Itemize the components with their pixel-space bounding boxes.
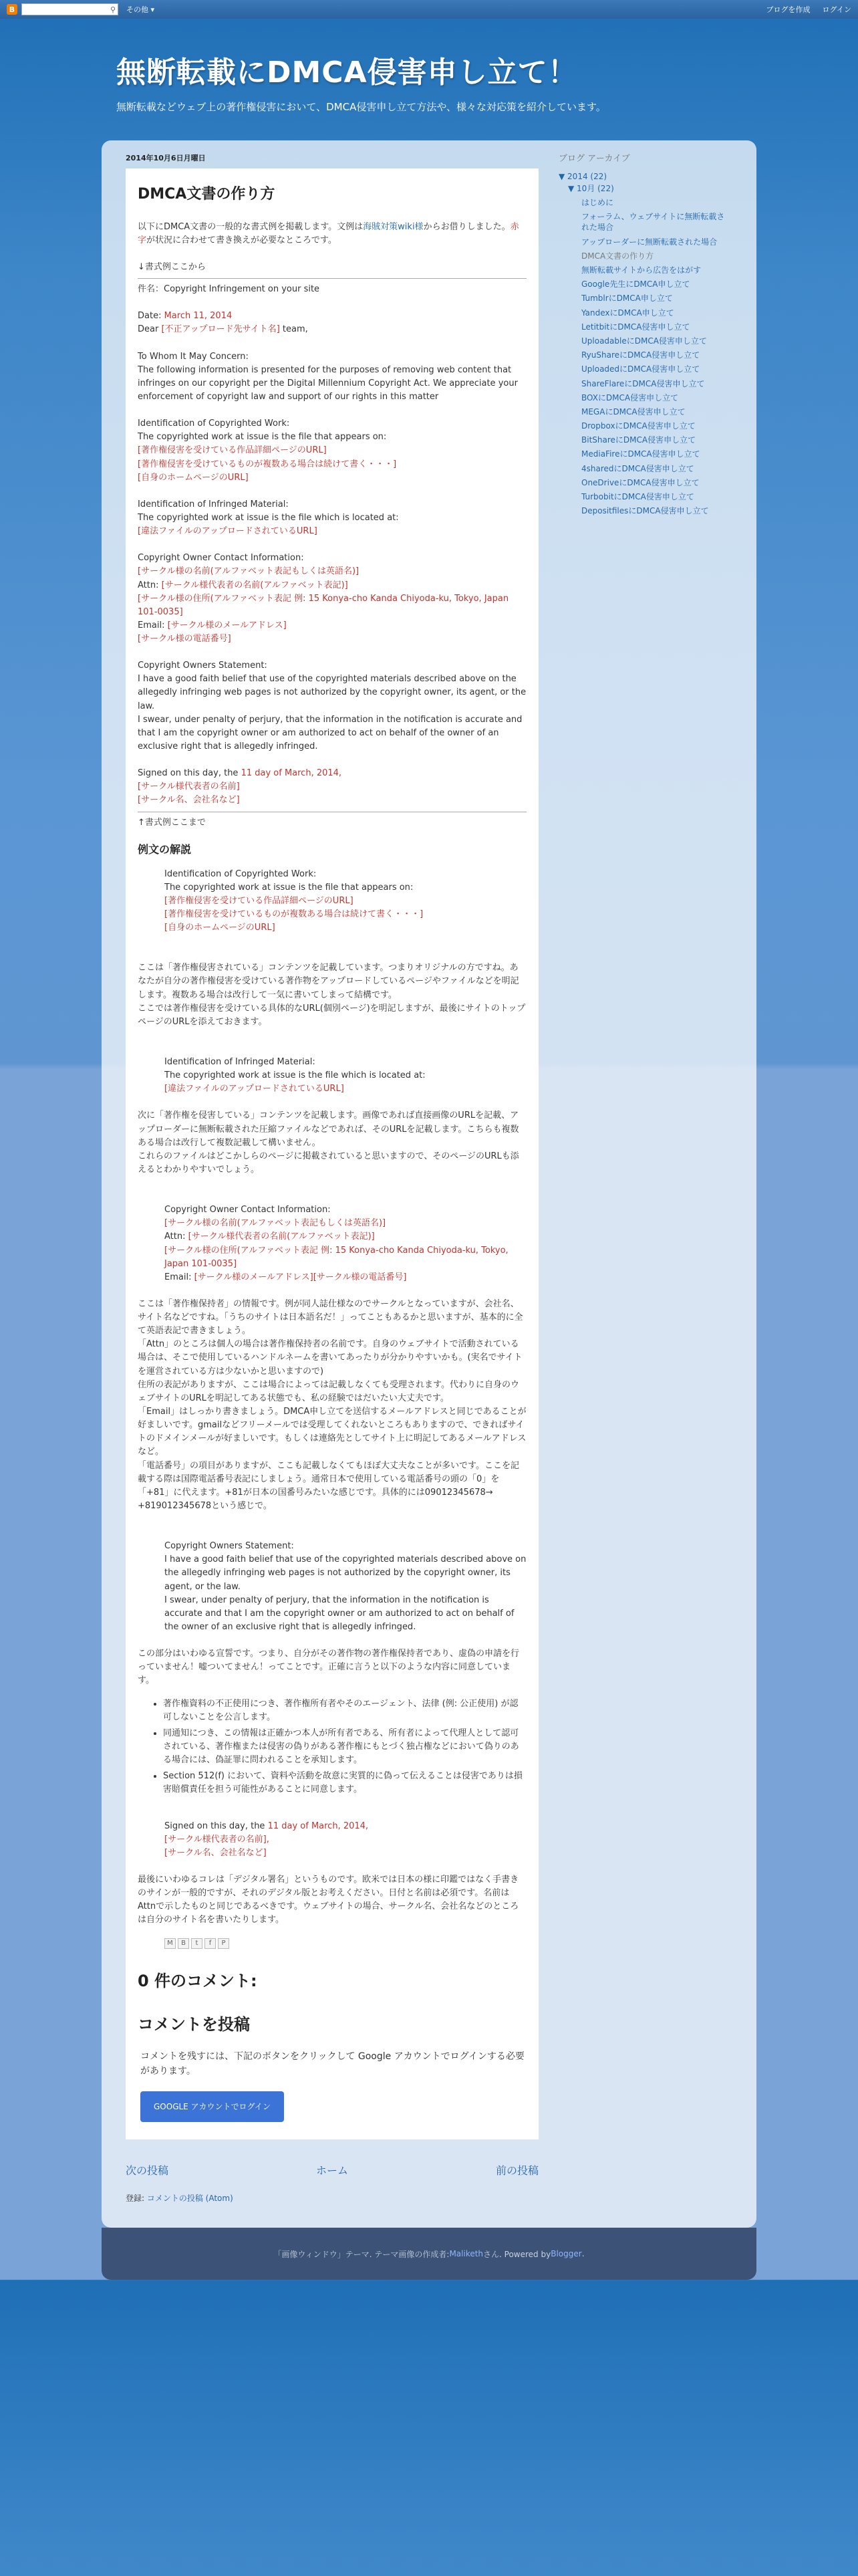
quote-placeholder: [サークル様の名前(アルファベット表記もしくは英語名)] bbox=[164, 1218, 386, 1229]
post-body bbox=[126, 168, 539, 2140]
explanation-3: ここは「著作権保持者」の情報です。例が同人誌仕様なのでサークルとなっていますが、会社名、サイト名などですね。「うちのサイトは日本語名だ！」ってこともあるかと思いますが、基本的に全て英語表記で書きましょう。 bbox=[138, 1298, 523, 1336]
login-link[interactable]: ログイン bbox=[822, 5, 851, 14]
archive-post-link[interactable]: アップローダーに無断転載された場合 bbox=[581, 237, 718, 247]
post-title[interactable]: DMCA文書の作り方 bbox=[138, 185, 275, 203]
quote-block-5 bbox=[164, 1820, 527, 1860]
letter-attn: Attn: [サークル様代表者の名前(アルファベット表記)] bbox=[138, 580, 348, 590]
quote-text: Copyright Owners Statement: bbox=[164, 1541, 294, 1552]
sidebar bbox=[559, 152, 732, 2140]
blog-title[interactable]: 無断転載にDMCA侵害申し立て！ bbox=[116, 55, 578, 90]
blog-header bbox=[102, 56, 756, 114]
quote-placeholder: [サークル様の住所(アルファベット表記 例: 15 Konya-cho Kanda Chiyoda-ku, Tokyo, Japan 101-0035] bbox=[164, 1245, 509, 1269]
letter-email: Email: [サークル様のメールアドレス] bbox=[138, 620, 287, 630]
comments-count-heading: 0 件のコメント: bbox=[138, 1971, 257, 1990]
letter-icw-r3: [自身のホームページのURL] bbox=[138, 472, 249, 483]
archive-post-link[interactable]: はじめに bbox=[581, 198, 614, 208]
next-post-link[interactable]: 次の投稿 bbox=[126, 2164, 169, 2178]
content-outer bbox=[102, 140, 756, 2228]
explanation-3b: 「Attn」のところは個人の場合は著作権保持者の名前です。自身のウェブサイトで活動されている場合は、そこで使用しているハンドルネームを書いてあったりが分かりやすいかも。(実名でサイトを運営されている方は少ないかと思いますので) bbox=[138, 1339, 523, 1377]
archive-year-toggle[interactable]: ▼ 2014 (22) bbox=[559, 172, 607, 182]
quote-placeholder: [自身のホームページのURL] bbox=[164, 923, 275, 933]
explanation-2: 次に「著作権を侵害している」コンテンツを記載します。画像であれば直接画像のURLを記載、アップローダーに無断転載された圧縮ファイルなどであれば、そのURLを記載します。こちらも複数ある場合は改行して複数記載して構いません。 bbox=[138, 1110, 519, 1148]
letter-coci: Copyright Owner Contact Information: bbox=[138, 553, 304, 564]
blogger-logo-icon[interactable]: B bbox=[7, 4, 17, 15]
letter-date: Date: March 11, 2014 bbox=[138, 311, 233, 322]
letter-icw-r2: [著作権侵害を受けているものが複数ある場合は続けて書く・・・] bbox=[138, 459, 397, 469]
letter-icw: Identification of Copyrighted Work: bbox=[138, 419, 290, 429]
explanation-1: ここは「著作権侵害されている」コンテンツを記載しています。つまりオリジナルの方ですね。あなたが自分の著作権侵害を受けている著作物をアップロードしているページやファイルなどを明記します。複数ある場合は改行して一気に書いてしまって結構です。 bbox=[138, 963, 519, 1000]
footer-text: . bbox=[581, 2249, 585, 2259]
explanation-1b: ここでは著作権侵害を受けている具体的なURL(個別ページ)を明記しますが、最後にサイトのトップページのURLを添えておきます。 bbox=[138, 1003, 526, 1027]
letter-iim: Identification of Infringed Material: bbox=[138, 499, 289, 509]
quote-text: Copyright Owner Contact Information: bbox=[164, 1205, 331, 1215]
quote-text: Identification of Infringed Material: bbox=[164, 1056, 315, 1067]
quote-text: Email: [サークル様のメールアドレス][サークル様の電話番号] bbox=[164, 1272, 407, 1282]
blogger-link[interactable]: Blogger bbox=[551, 2249, 582, 2259]
quote-text: The copyrighted work at issue is the file that appears on: bbox=[164, 882, 414, 893]
archive-post-link[interactable]: DropboxにDMCA侵害申し立て bbox=[581, 421, 696, 431]
main-column bbox=[126, 152, 539, 2140]
prev-post-link[interactable]: 前の投稿 bbox=[495, 2164, 539, 2178]
letter-coci-r1: [サークル様の名前(アルファベット表記もしくは英語名)] bbox=[138, 566, 360, 577]
archive-post-link[interactable]: 無断転載サイトから広告をはがす bbox=[581, 265, 702, 275]
quote-text: Identification of Copyrighted Work: bbox=[164, 868, 317, 879]
explanation-heading: 例文の解説 bbox=[138, 842, 192, 856]
letter-cos-body2: I swear, under penalty of perjury, that the information in the notification is accurate and that I am the copyright owner or am authorized to act on behalf of the owner of an exclusive right that is allegedly infringed. bbox=[138, 714, 523, 752]
archive-post-link[interactable]: YandexにDMCA申し立て bbox=[581, 308, 674, 318]
blog-pager bbox=[126, 2162, 539, 2178]
quote-placeholder: [サークル名、会社名など] bbox=[164, 1847, 267, 1858]
template-start-mark: ↓書式例ここから bbox=[138, 261, 206, 272]
quote-block-1 bbox=[164, 868, 527, 935]
quote-text: Signed on this day, the 11 day of March, 2014, bbox=[164, 1821, 369, 1831]
archive-post-link[interactable]: フォーラム、ウェブサイトに無断転載された場合 bbox=[581, 212, 725, 233]
archive-post-current: DMCA文書の作り方 bbox=[581, 251, 654, 261]
archive-post-link[interactable]: LetitbitにDMCA侵害申し立て bbox=[581, 322, 690, 332]
letter-addr: [サークル様の住所(アルファベット表記 例: 15 Konya-cho Kanda Chiyoda-ku, Tokyo, Japan 101-0035] bbox=[138, 593, 509, 617]
letter-whom: To Whom It May Concern: bbox=[138, 351, 249, 362]
footer bbox=[102, 2228, 756, 2280]
archive-post-link[interactable]: RyuShareにDMCA侵害申し立て bbox=[581, 350, 700, 360]
letter-subject: 件名：Copyright Infringement on your site bbox=[138, 284, 320, 295]
pinterest-share-icon[interactable]: P bbox=[218, 1938, 229, 1949]
archive-month-toggle[interactable]: ▼ 10月 (22) bbox=[568, 184, 614, 194]
explanation-2b: これらのファイルはどこかしらのページに掲載されていると思いますので、そのページのURLも添えるとわかりやすいでしょう。 bbox=[138, 1151, 519, 1175]
archive-post-link[interactable]: MEGAにDMCA侵害申し立て bbox=[581, 406, 686, 417]
letter-icw2: The copyrighted work at issue is the file that appears on: bbox=[138, 432, 387, 443]
quote-placeholder: [著作権侵害を受けているものが複数ある場合は続けて書く・・・] bbox=[164, 909, 424, 919]
archive-post-link[interactable]: UploadedにDMCA侵害申し立て bbox=[581, 364, 700, 374]
google-login-button[interactable]: GOOGLE アカウントでログイン bbox=[140, 2091, 284, 2123]
letter-iim2: The copyrighted work at issue is the file which is located at: bbox=[138, 512, 399, 523]
list-item: • 著作権資料の不正使用につき、著作権所有者やそのエージェント、法律 (例: 公正使用) が認可しないことを公言します。 bbox=[163, 1697, 527, 1724]
comment-login-message: コメントを残すには、下記のボタンをクリックして Google アカウントでログインする必要があります。 bbox=[140, 2051, 525, 2077]
feed-label: 登録: bbox=[126, 2194, 147, 2204]
archive-post-link[interactable]: BitShareにDMCA侵害申し立て bbox=[581, 435, 696, 445]
atom-feed-link[interactable]: コメントの投稿 (Atom) bbox=[146, 2194, 233, 2204]
home-link[interactable]: ホーム bbox=[315, 2164, 348, 2178]
archive-post-link[interactable]: UploadableにDMCA侵害申し立て bbox=[581, 336, 707, 346]
create-blog-link[interactable]: ブログを作成 bbox=[766, 5, 811, 14]
archive-post-link[interactable]: 4sharedにDMCA侵害申し立て bbox=[581, 463, 694, 473]
quote-text: The copyrighted work at issue is the file which is located at: bbox=[164, 1070, 426, 1081]
explanation-3d: 「Email」はしっかり書きましょう。DMCA申し立てを送信するメールアドレスと同じであることが好ましいです。gmailなどフリーメールでは受理してくれないところもありますので、できればサイトのドメインメールが好ましいです。もしくは連絡先としてサイト上に明記してあるメールアドレスなど。 bbox=[138, 1407, 527, 1457]
archive-post-link[interactable]: OneDriveにDMCA侵害申し立て bbox=[581, 477, 700, 487]
archive-post-list bbox=[581, 197, 732, 516]
footer-text: 「画像ウィンドウ」テーマ. テーマ画像の作成者: bbox=[273, 2249, 450, 2259]
archive-post-link[interactable]: MediaFireにDMCA侵害申し立て bbox=[581, 449, 700, 459]
letter-icw-r1: [著作権侵害を受けている作品詳細ページのURL] bbox=[138, 445, 327, 456]
navbar-search-input[interactable] bbox=[21, 3, 118, 15]
blogthis-share-icon[interactable]: B bbox=[178, 1938, 189, 1949]
letter-body1: The following information is presented for the purposes of removing web content that infringes on our copyright per the Digital Millennium Copyright Act. We appreciate your enforcement of copyright law and support of our rights in this matter bbox=[138, 364, 518, 402]
post-date-header: 2014年10月6日月曜日 bbox=[126, 153, 206, 162]
archive-post-link[interactable]: BOXにDMCA侵害申し立て bbox=[581, 392, 679, 402]
quote-block-4 bbox=[164, 1540, 527, 1634]
quote-block-3 bbox=[164, 1203, 527, 1284]
share-buttons bbox=[164, 1938, 527, 1949]
quote-text: I have a good faith belief that use of the copyrighted materials described above on the allegedly infringing web pages is not authorized by the copyright owner, its agent, or the law. bbox=[164, 1554, 527, 1592]
letter-signed: Signed on this day, the 11 day of March, 2014, bbox=[138, 768, 342, 779]
letter-cos-body: I have a good faith belief that use of the copyrighted materials described above on the allegedly infringing web pages is not authorized by the copyright owner, its agent, or the law. bbox=[138, 674, 527, 711]
list-item: • Section 512(f) において、資料や活動を故意に実質的に偽って伝えることは侵害でありは損害賠償責任を担う可能性があることに同意します。 bbox=[163, 1770, 527, 1796]
archive-post-link[interactable]: TurbobitにDMCA侵害申し立て bbox=[581, 492, 694, 502]
quote-text: I swear, under penalty of perjury, that the information in the notification is accurate and that I am the copyright owner or am authorized to act on behalf of the owner of an exclusive right that is allegedly infringed. bbox=[164, 1595, 515, 1633]
blog-description: 無断転載などウェブ上の著作権侵害において、DMCA侵害申し立て方法や、様々な対応策を紹介しています。 bbox=[116, 100, 606, 113]
letter-iim-r1: [違法ファイルのアップロードされているURL] bbox=[138, 526, 317, 537]
theme-author-link[interactable]: Maliketh bbox=[449, 2249, 484, 2259]
archive-post-link[interactable]: DepositfilesにDMCA侵害申し立て bbox=[581, 506, 709, 516]
letter-cos: Copyright Owners Statement: bbox=[138, 661, 267, 671]
quote-block-2 bbox=[164, 1056, 527, 1096]
blog-archive-heading: ブログ アーカイブ bbox=[559, 153, 630, 164]
explanation-3e: 「電話番号」の項目がありますが、ここも記載しなくてもほぼ大丈夫なことが多いです。ここを記載する際は国際電話番号表記にしましょう。通常日本で使用している電話番号の頭の「0」を「+81」に代えます。+81が日本の国番号みたいな感じです。具体的には09012345678→ +819012345678という感じで。 bbox=[138, 1460, 519, 1512]
archive-post-link[interactable]: ShareFlareにDMCA侵害申し立て bbox=[581, 378, 705, 388]
list-item: • 同通知につき、この情報は正確かつ本人が所有者である、所有者によって代理人として認可されている、著作権または侵害の偽りがある著作権にもとづく独占権などにおいて偽りのある場合には、偽証罪に問われることを承知します。 bbox=[163, 1727, 527, 1767]
letter-dear: Dear [不正アップロード先サイト名] team, bbox=[138, 324, 308, 335]
twitter-share-icon[interactable]: t bbox=[191, 1938, 202, 1949]
facebook-share-icon[interactable]: f bbox=[204, 1938, 216, 1949]
quote-placeholder: [サークル様代表者の名前], bbox=[164, 1834, 269, 1845]
footer-text: さん. Powered by bbox=[483, 2249, 551, 2259]
quote-text: Attn: [サークル様代表者の名前(アルファベット表記)] bbox=[164, 1232, 375, 1242]
feed-links bbox=[126, 2192, 756, 2228]
archive-post-link[interactable]: Google先生にDMCA申し立て bbox=[581, 279, 690, 289]
email-share-icon[interactable]: M bbox=[164, 1938, 176, 1949]
divider bbox=[138, 278, 527, 279]
template-end-mark: ↑書式例ここまで bbox=[138, 817, 206, 828]
letter-sig-r2: [サークル名、会社名など] bbox=[138, 795, 240, 806]
explanation-4: この部分はいわゆる宣誓です。つまり、自分がその著作物の著作権保持者であり、虚偽の申請を行っていません！嘘ついてません！ってことです。正確に言うと以下のような内容に同意しています。 bbox=[138, 1649, 519, 1686]
search-icon[interactable]: ⚲ bbox=[110, 5, 116, 14]
quote-placeholder: [著作権侵害を受けている作品詳細ページのURL] bbox=[164, 895, 353, 906]
blogger-navbar bbox=[0, 0, 858, 19]
explanation-3c: 住所の表記がありますが、ここは場合によっては記載しなくても受理されます。代わりに自身のウェブサイトのURLを明記してある状態でも、私の経験ではだいたい大丈夫です。 bbox=[138, 1379, 519, 1403]
post-comment-heading: コメントを投稿 bbox=[138, 2014, 250, 2034]
archive-post-link[interactable]: TumblrにDMCA申し立て bbox=[581, 294, 673, 304]
statement-list bbox=[163, 1697, 527, 1797]
post-intro: 以下にDMCA文書の一般的な書式例を掲載します。文例は海賊対策wiki様からお借りしました。赤字が状況に合わせて書き換えが必要なところです。 bbox=[138, 221, 519, 245]
wiki-link[interactable]: 海賊対策wiki様 bbox=[363, 221, 424, 232]
quote-placeholder: [違法ファイルのアップロードされているURL] bbox=[164, 1084, 344, 1094]
navbar-more-menu[interactable]: その他 ▾ bbox=[126, 5, 155, 14]
letter-tel: [サークル様の電話番号] bbox=[138, 634, 231, 645]
explanation-5: 最後にいわゆるコレは「デジタル署名」というものです。欧米では日本の様に印鑑ではなく手書きのサインが一般的ですが、それのデジタル版とお考えください。日付と名前は必須です。名前はAttnで示したものと同じであるべきです。ウェブサイトの場合、サークル名、会社名などのところは自分のサイト名を書いたりします。 bbox=[138, 1874, 519, 1925]
letter-sig-r1: [サークル様代表者の名前] bbox=[138, 782, 240, 792]
